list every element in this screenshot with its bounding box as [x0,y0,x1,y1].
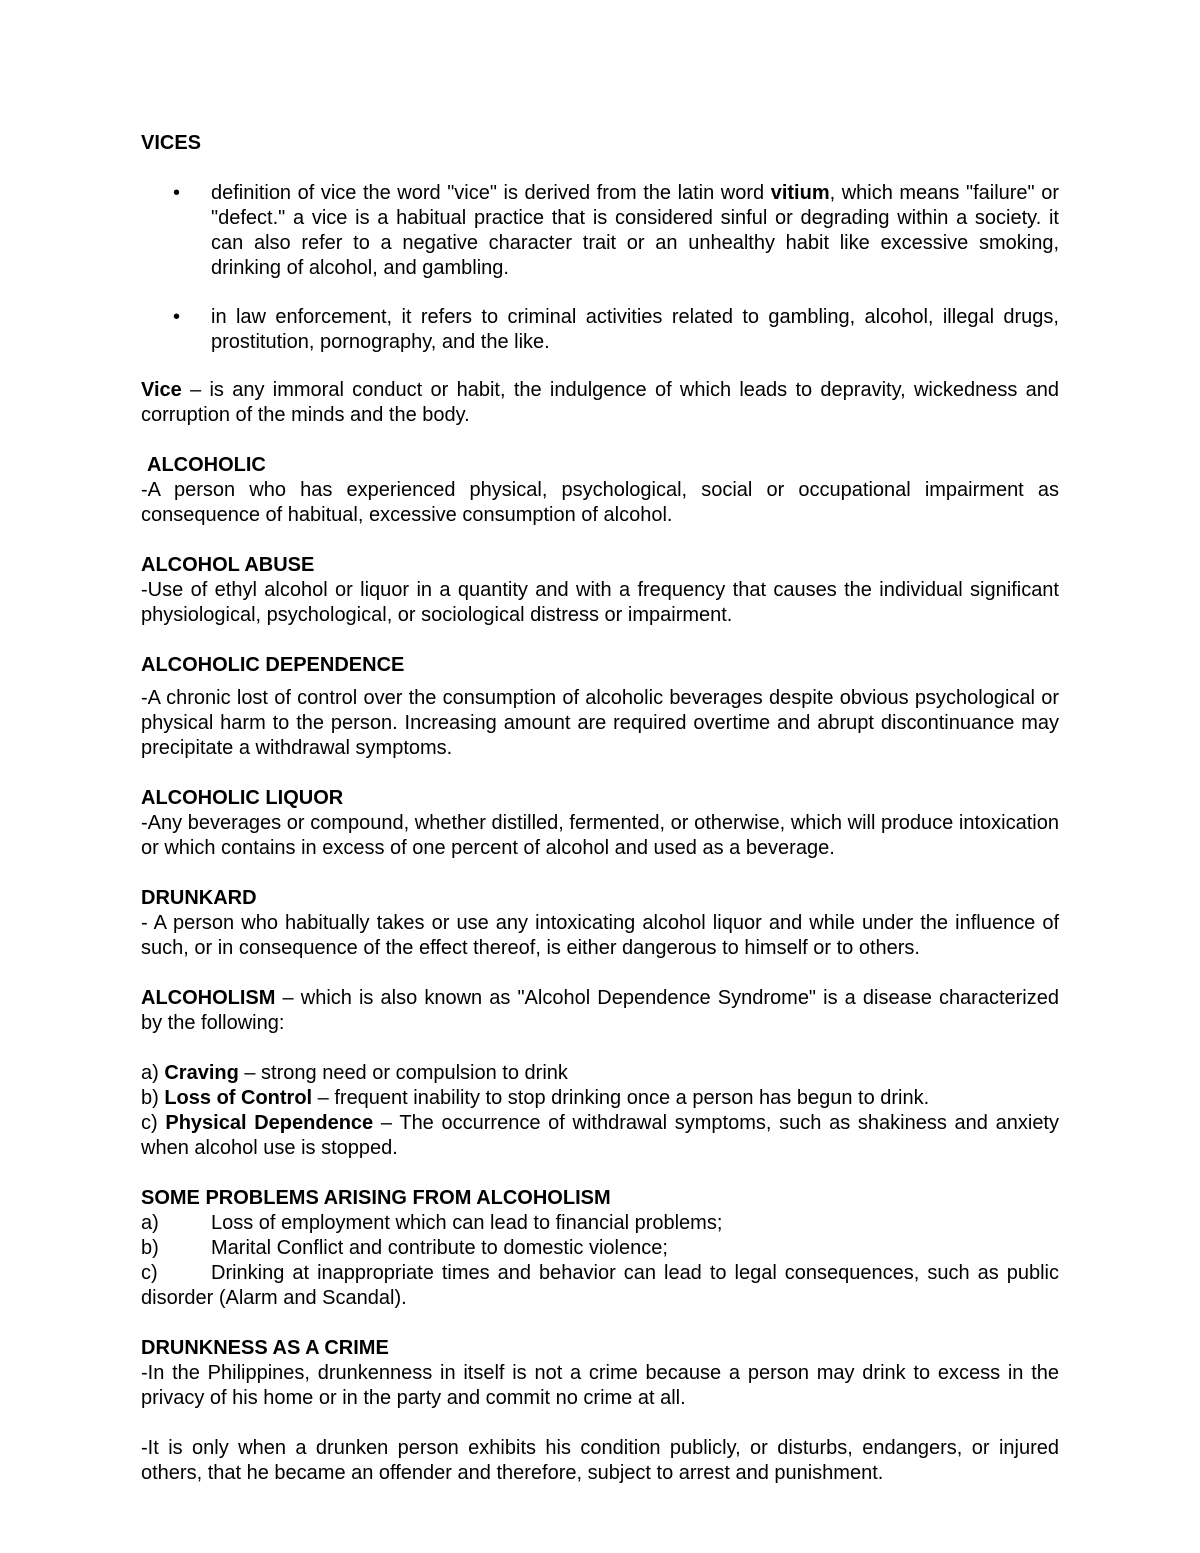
list-item: b) Marital Conflict and contribute to domestic violence; [141,1237,668,1259]
section-drunkard [141,886,1059,961]
section-heading: ALCOHOL ABUSE [141,554,315,576]
section-heading: ALCOHOLIC [147,454,266,476]
list-item: b) Loss of Control – frequent inability to stop drinking once a person has begun to drink. [141,1087,930,1109]
bullet-icon: • [173,182,181,204]
alcoholism-characteristics [141,1061,1059,1161]
list-item: • in law enforcement, it refers to criminal activities related to gambling, alcohol, illegal drugs, prostitution, pornography, and the like. [173,306,1059,353]
section-heading: ALCOHOLIC LIQUOR [141,787,344,809]
vice-bullet-list [141,181,1059,355]
document-page [141,131,1059,1486]
section-text: -A person who has experienced physical, psychological, social or occupational impairment as consequence of habitual, excessive consumption of alcohol. [141,479,1059,526]
vitium-term: vitium [770,182,830,204]
section-text: -Any beverages or compound, whether distilled, fermented, or otherwise, which will produce intoxication or which contains in excess of one percent of alcohol and used as a beverage. [141,812,1059,859]
document-title: VICES [141,132,202,154]
list-item: a) Craving – strong need or compulsion to drink [141,1062,568,1084]
list-item: a) Loss of employment which can lead to financial problems; [141,1212,723,1234]
section-text: -It is only when a drunken person exhibits his condition publicly, or disturbs, endangers, or injured others, that he became an offender and therefore, subject to arrest and punishment. [141,1437,1059,1484]
section-alcoholic-liquor [141,786,1059,861]
section-alcohol-abuse [141,553,1059,628]
section-heading: ALCOHOLIC DEPENDENCE [141,654,405,676]
list-item: • definition of vice the word "vice" is derived from the latin word vitium, which means "failure" or "defect." a vice is a habitual practice that is considered sinful or degrading within a society. it can also refer to a negative character trait or an unhealthy habit like excessive smoking, drinking of alcohol, and gambling. [173,182,1059,279]
section-alcoholic-dependence [141,653,1059,761]
section-problems [141,1186,1059,1311]
section-text: -Use of ethyl alcohol or liquor in a quantity and with a frequency that causes the individual significant physiological, psychological, or sociological distress or impairment. [141,579,1059,626]
section-text: -A chronic lost of control over the consumption of alcoholic beverages despite obvious psychological or physical harm to the person. Increasing amount are required overtime and abrupt discontinuance may precipitate a withdrawal symptoms. [141,687,1059,759]
section-heading: DRUNKARD [141,887,257,909]
vice-definition: Vice – is any immoral conduct or habit, the indulgence of which leads to depravity, wickedness and corruption of the minds and the body. [141,379,1059,426]
section-alcoholic [141,453,1059,528]
section-alcoholism [141,986,1059,1036]
section-drunkness-crime [141,1336,1059,1411]
bullet-icon: • [173,306,181,328]
section-heading: DRUNKNESS AS A CRIME [141,1337,389,1359]
list-item: c) Physical Dependence – The occurrence of withdrawal symptoms, such as shakiness and anxiety when alcohol use is stopped. [141,1112,1059,1159]
section-text: -In the Philippines, drunkenness in itself is not a crime because a person may drink to excess in the privacy of his home or in the party and commit no crime at all. [141,1362,1059,1409]
alcoholism-definition: ALCOHOLISM – which is also known as "Alcohol Dependence Syndrome" is a disease characterized by the following: [141,987,1059,1034]
section-text: - A person who habitually takes or use any intoxicating alcohol liquor and while under the influence of such, or in consequence of the effect thereof, is either dangerous to himself or to others. [141,912,1059,959]
section-heading: SOME PROBLEMS ARISING FROM ALCOHOLISM [141,1187,611,1209]
list-item: c) Drinking at inappropriate times and behavior can lead to legal consequences, such as public disorder (Alarm and Scandal). [141,1262,1059,1309]
